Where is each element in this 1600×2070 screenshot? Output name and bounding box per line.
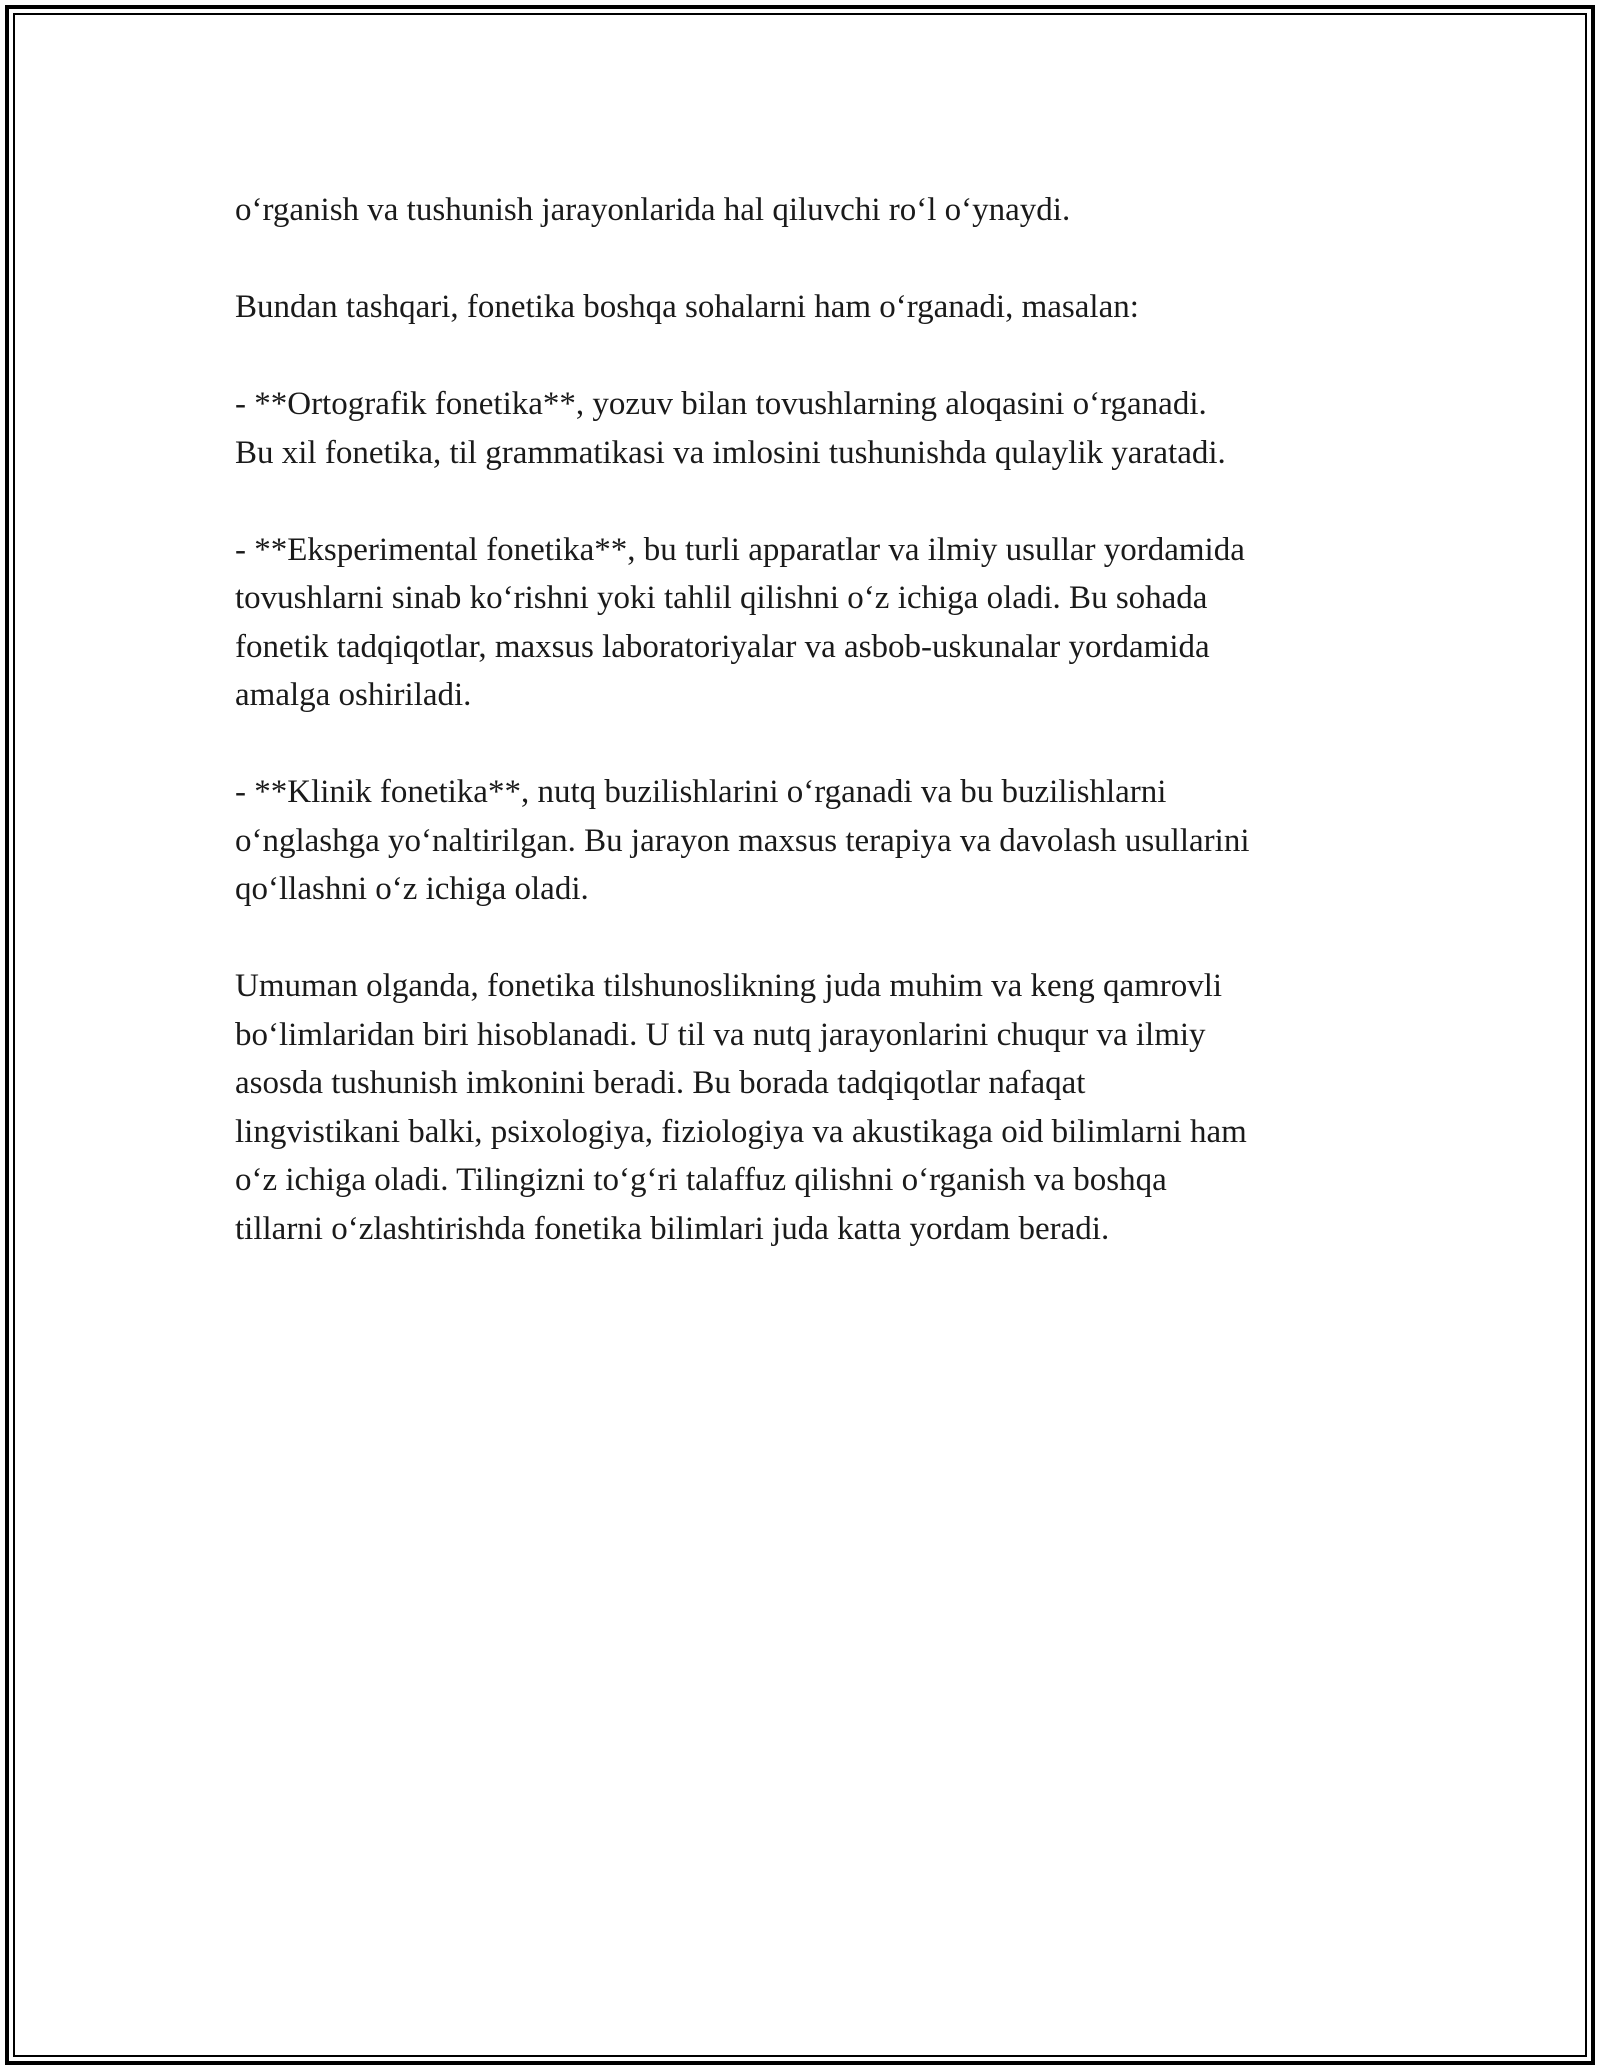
paragraph-intro — [235, 283, 1385, 332]
text-line: o‘rganish va tushunish jarayonlarida hal qiluvchi ro‘l o‘ynaydi. — [235, 192, 1071, 228]
text-line: qo‘llashni o‘z ichiga oladi. — [235, 871, 589, 907]
document-body — [235, 186, 1385, 1302]
text-line: tillarni o‘zlashtirishda fonetika bilimlari juda katta yordam beradi. — [235, 1210, 1110, 1247]
paragraph-conclusion — [235, 962, 1385, 1253]
text-line: - **Ortografik fonetika**, yozuv bilan tovushlarning aloqasini o‘rganadi. — [235, 386, 1207, 422]
text-line: amalga oshiriladi. — [235, 677, 472, 713]
text-line: o‘nglashga yo‘naltirilgan. Bu jarayon maxsus terapiya va davolash usullarini — [235, 822, 1250, 859]
text-line: Bu xil fonetika, til grammatikasi va imlosini tushunishda qulaylik yaratadi. — [235, 434, 1226, 471]
text-line: - **Eksperimental fonetika**, bu turli apparatlar va ilmiy usullar yordamida — [235, 531, 1245, 568]
paragraph-klinik-fonetika — [235, 768, 1385, 914]
text-line: bo‘limlaridan biri hisoblanadi. U til va nutq jarayonlarini chuqur va ilmiy — [235, 1016, 1206, 1053]
text-line: asosda tushunish imkonini beradi. Bu borada tadqiqotlar nafaqat — [235, 1065, 1086, 1101]
text-line: Bundan tashqari, fonetika boshqa sohalarni ham o‘rganadi, masalan: — [235, 289, 1139, 325]
text-line: Umuman olganda, fonetika tilshunoslikning juda muhim va keng qamrovli — [235, 968, 1223, 1004]
paragraph-eksperimental-fonetika — [235, 526, 1385, 720]
text-line: fonetik tadqiqotlar, maxsus laboratoriyalar va asbob-uskunalar yordamida — [235, 628, 1210, 665]
text-line: - **Klinik fonetika**, nutq buzilishlarini o‘rganadi va bu buzilishlarni — [235, 774, 1167, 810]
paragraph-continuation — [235, 186, 1385, 235]
paragraph-ortografik-fonetika — [235, 380, 1385, 477]
text-line: o‘z ichiga oladi. Tilingizni to‘g‘ri talaffuz qilishni o‘rganish va boshqa — [235, 1162, 1167, 1198]
text-line: lingvistikani balki, psixologiya, fiziologiya va akustikaga oid bilimlarni ham — [235, 1113, 1247, 1150]
text-line: tovushlarni sinab ko‘rishni yoki tahlil qilishni o‘z ichiga oladi. Bu sohada — [235, 580, 1208, 616]
